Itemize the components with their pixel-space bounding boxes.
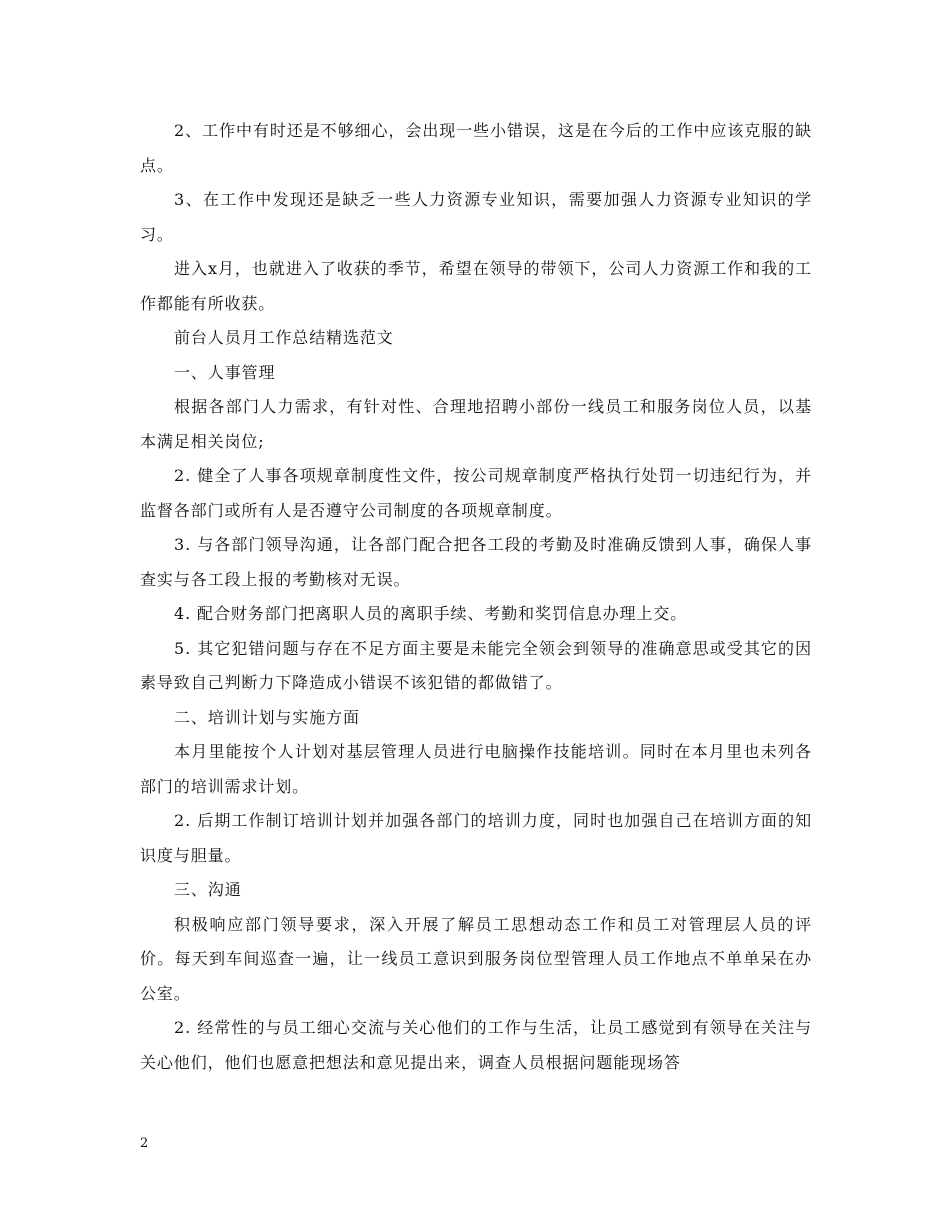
- paragraph: 4. 配合财务部门把离职人员的离职手续、考勤和奖罚信息办理上交。: [174, 604, 688, 623]
- document-body: [140, 114, 812, 1080]
- paragraph: 2、工作中有时还是不够细心，会出现一些小错误，这是在今后的工作中应该克服的缺点。: [140, 121, 812, 175]
- paragraph: 3. 与各部门领导沟通，让各部门配合把各工段的考勤及时准确反馈到人事，确保人事查实与各工段上报的考勤核对无误。: [140, 535, 812, 589]
- paragraph: 5. 其它犯错问题与存在不足方面主要是未能完全领会到领导的准确意思或受其它的因素导致自己判断力下降造成小错误不该犯错的都做错了。: [140, 638, 812, 692]
- paragraph: 2. 健全了人事各项规章制度性文件，按公司规章制度严格执行处罚一切违纪行为，并监督各部门或所有人是否遵守公司制度的各项规章制度。: [140, 466, 812, 520]
- section-heading: 三、沟通: [174, 880, 242, 899]
- paragraph: 根据各部门人力需求，有针对性、合理地招聘小部份一线员工和服务岗位人员，以基本满足相关岗位;: [140, 397, 812, 451]
- paragraph: 2. 后期工作制订培训计划并加强各部门的培训力度，同时也加强自己在培训方面的知识度与胆量。: [140, 811, 812, 865]
- paragraph: 3、在工作中发现还是缺乏一些人力资源专业知识，需要加强人力资源专业知识的学习。: [140, 190, 812, 244]
- page-number: 2: [140, 1136, 149, 1151]
- section-title: 前台人员月工作总结精选范文: [174, 328, 394, 347]
- section-heading: 二、培训计划与实施方面: [174, 707, 360, 727]
- paragraph: 2. 经常性的与员工细心交流与关心他们的工作与生活，让员工感觉到有领导在关注与关心他们，他们也愿意把想法和意见提出来，调查人员根据问题能现场答: [140, 1018, 812, 1072]
- paragraph: 积极响应部门领导要求，深入开展了解员工思想动态工作和员工对管理层人员的评价。每天到车间巡查一遍，让一线员工意识到服务岗位型管理人员工作地点不单单呆在办公室。: [140, 914, 812, 1003]
- section-heading: 一、人事管理: [174, 362, 276, 382]
- paragraph: 进入x月，也就进入了收获的季节，希望在领导的带领下，公司人力资源工作和我的工作都能有所收获。: [140, 259, 812, 313]
- paragraph: 本月里能按个人计划对基层管理人员进行电脑操作技能培训。同时在本月里也未列各部门的培训需求计划。: [140, 742, 812, 796]
